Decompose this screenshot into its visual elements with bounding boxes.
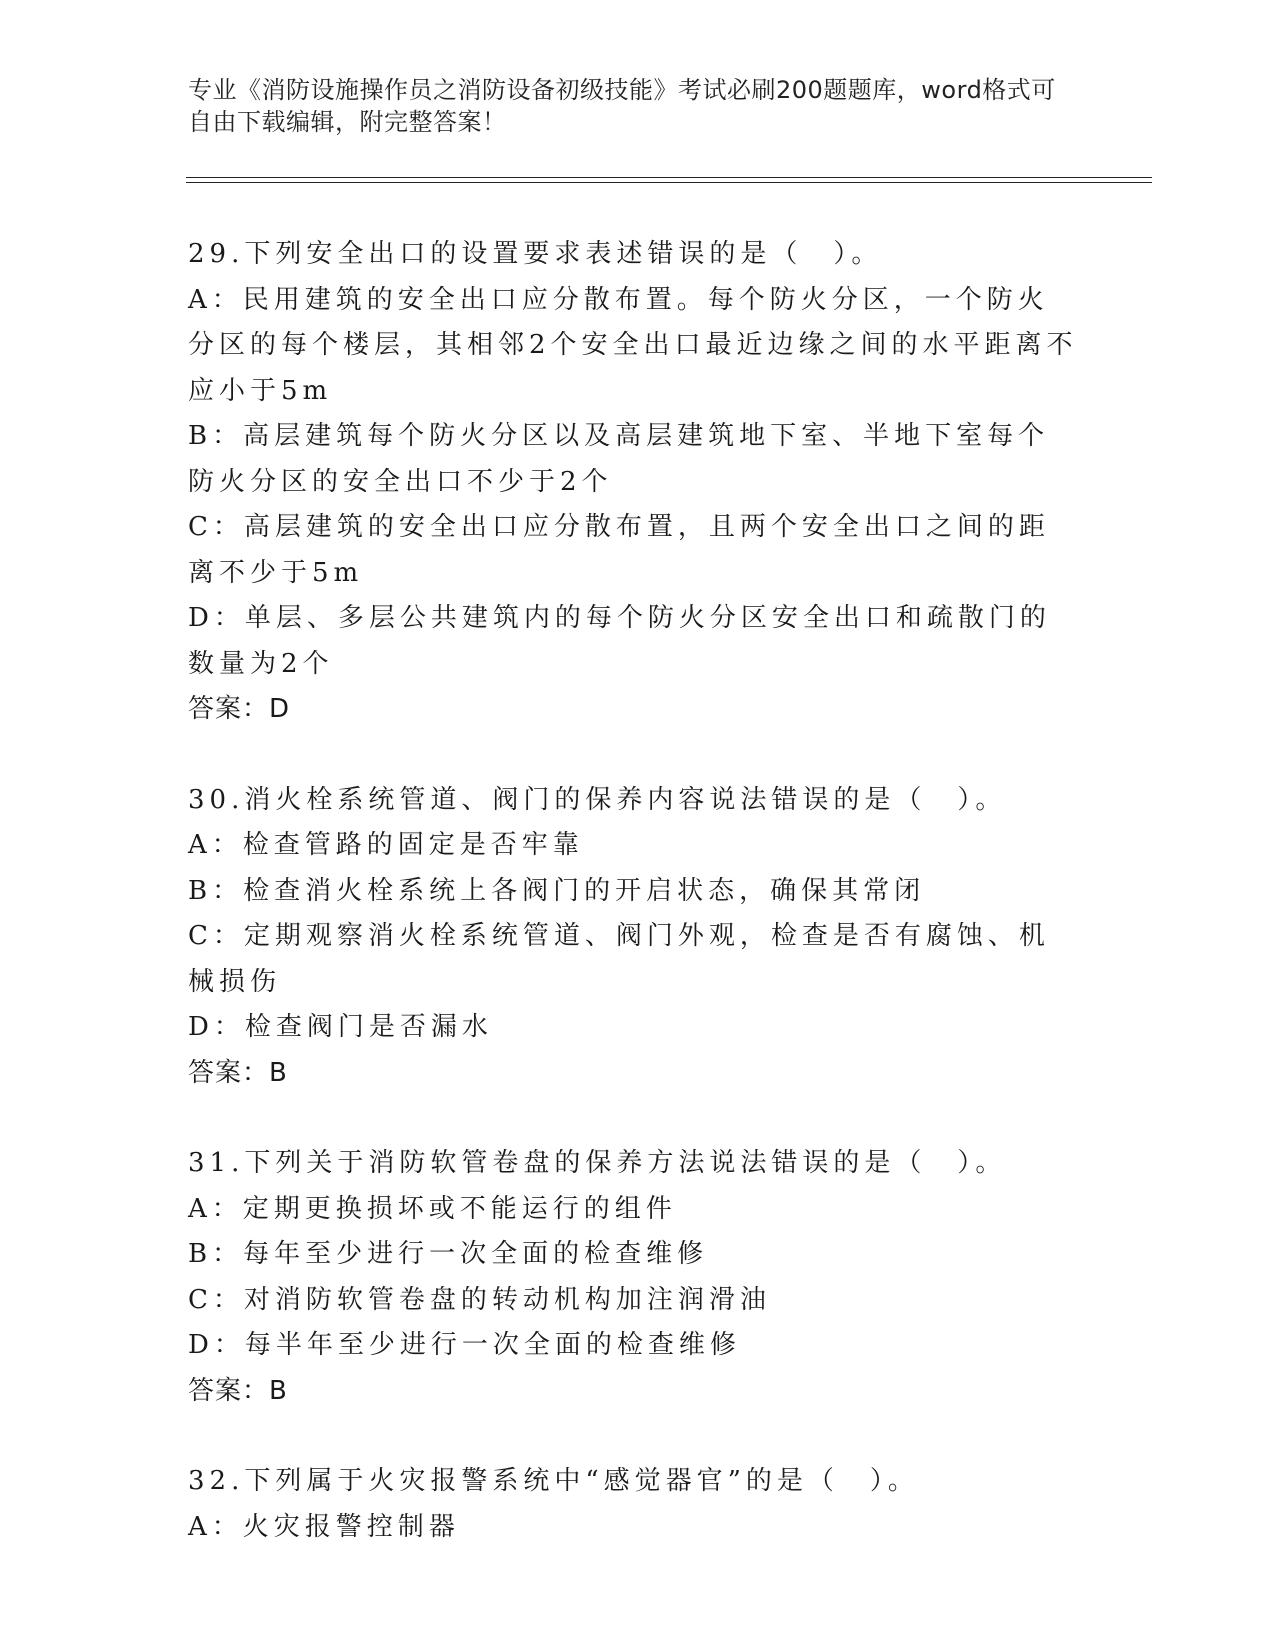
question-stem: 29.下列安全出口的设置要求表述错误的是（ ）。 (188, 239, 883, 269)
option-c: C：对消防软管卷盘的转动机构加注润滑油 (188, 1284, 771, 1315)
document-header (188, 74, 1068, 138)
question-stem: 31.下列关于消防软管卷盘的保养方法说法错误的是（ ）。 (188, 1148, 1007, 1178)
answer-text: 答案：D (188, 694, 291, 724)
option-a: A：火灾报警控制器 (188, 1511, 460, 1542)
answer-text: 答案：B (188, 1375, 288, 1406)
header-rule-bottom (186, 182, 1152, 183)
answer-text: 答案：B (188, 1057, 288, 1088)
question-stem: 30.消火栓系统管道、阀门的保养内容说法错误的是（ ）。 (188, 784, 1007, 815)
question-list (188, 232, 1078, 1550)
question-32 (188, 1459, 1078, 1550)
question-spacer (188, 1096, 1078, 1141)
option-b: B：每年至少进行一次全面的检查维修 (188, 1239, 709, 1269)
question-31 (188, 1141, 1078, 1414)
question-spacer (188, 733, 1078, 778)
option-c: C：定期观察消火栓系统管道、阀门外观，检查是否有腐蚀、机械损伤 (188, 921, 1050, 997)
option-a: A：民用建筑的安全出口应分散布置。每个防火分区，一个防火分区的每个楼层，其相邻2个安全出口最近边缘之间的水平距离不应小于5m (188, 284, 1078, 406)
question-spacer (188, 1414, 1078, 1459)
question-30 (188, 778, 1078, 1097)
option-c: C：高层建筑的安全出口应分散布置，且两个安全出口之间的距离不少于5m (188, 512, 1050, 588)
option-d: D：检查阀门是否漏水 (188, 1012, 493, 1042)
header-line-1: 专业《消防设施操作员之消防设备初级技能》考试必刷200题题库，word格式可 (188, 76, 1056, 104)
question-stem: 32.下列属于火灾报警系统中“感觉器官”的是（ ）。 (188, 1466, 919, 1496)
header-rule-top (186, 177, 1152, 178)
option-d: D：每半年至少进行一次全面的检查维修 (188, 1330, 741, 1360)
option-a: A：检查管路的固定是否牢靠 (188, 830, 584, 860)
header-line-2: 自由下载编辑，附完整答案！ (188, 108, 507, 136)
option-a: A：定期更换损坏或不能运行的组件 (188, 1193, 677, 1224)
option-d: D：单层、多层公共建筑内的每个防火分区安全出口和疏散门的数量为2个 (188, 603, 1051, 679)
option-b: B：高层建筑每个防火分区以及高层建筑地下室、半地下室每个防火分区的安全出口不少于2个 (188, 421, 1050, 497)
question-29 (188, 232, 1078, 733)
option-b: B：检查消火栓系统上各阀门的开启状态，确保其常闭 (188, 875, 926, 906)
